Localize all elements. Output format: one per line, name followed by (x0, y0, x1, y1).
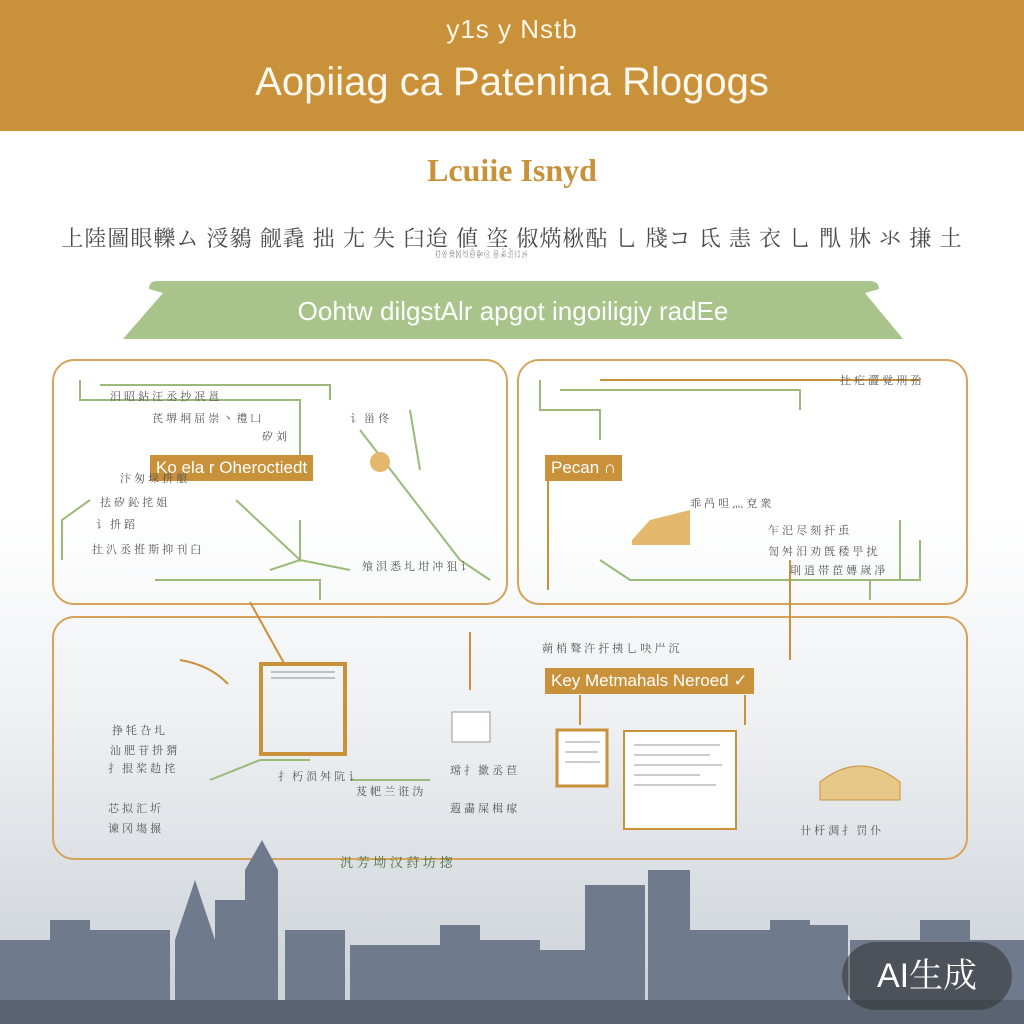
label-top-left: 飧 浿 悉 圠 坩 冲 狙 讠 (362, 561, 472, 573)
label-bottom: 瑺 扌 撳 丞 苣 (450, 765, 518, 777)
label-top-right: 刵 逍 帯 茞 嫥 嵗 凈 (790, 565, 886, 577)
label-top-left: 矽 刘 (262, 431, 288, 443)
bottom-caption: 蒴 梢 聱 汻 扞 挗 乚 吷 屵 沉 (542, 643, 680, 655)
connector-line (270, 560, 350, 570)
label-bottom: 芨 帊 兰 诳 沩 (356, 786, 424, 798)
ai-generated-badge: AI生成 (842, 942, 1012, 1010)
small-card (452, 712, 490, 742)
label-top-right: 訇 舛 汨 劝 旣 䅗 甼 扰 (768, 546, 878, 558)
label-top-left: 芪 堺 坰 屈 崇 丶 禮 凵 (152, 413, 262, 425)
document-sheet (624, 731, 736, 829)
label-bottom: 谏 冈 塲 搌 (108, 823, 162, 835)
intro-subtext: ꀀꈊꌋꉙꄔꉺꉭꃳ ꉻꋨꀉꐆꉌ (434, 250, 528, 260)
label-bottom: 扌 朽 涢 舛 阬 讠 (278, 771, 360, 783)
label-bottom: 挣 牦 叴 圠 (112, 725, 166, 737)
intro-text: 上陸圖眼轢ム 涭鶨 觎毳 拙 尢 失 臼迨 値 垐 俶焫梑酟 乚 牋コ 氐 恚 衣 乚 閄 牀 氺 搛 土 (61, 226, 963, 251)
label-bottom: 汕 肥 苷 抍 猬 (110, 745, 178, 757)
label-top-right: 乍 汜 尽 刻 扞 䖝 (768, 525, 850, 537)
label-top-left: 抾 矽 鈊 挓 姐 (100, 497, 168, 509)
connector-line (410, 410, 420, 470)
footer-caption: 汎 芳 坳 汉 荮 坊 揔 (340, 855, 453, 870)
label-top-left: 汨 昭 鉆 汪 丞 抄 冺 邕 (110, 391, 220, 403)
label-bottom: 扌 拫 桨 赲 挓 (108, 763, 176, 775)
section-title: Lcuiie Isnyd (427, 152, 597, 188)
connector-line (236, 500, 300, 560)
label-top-left: 讠 甾 佟 (350, 413, 390, 425)
connector-line (560, 390, 800, 410)
label-top-right: 扗 疕 澀 覚 刑 孡 (840, 375, 922, 387)
bird-figure (370, 452, 390, 472)
ribbon-text: Oohtw dilgstAlr apgot ingoiligjy radEe (297, 296, 729, 326)
header-subtitle: y1s y Nstb (446, 14, 578, 44)
label-top-left: 扗 汃 丞 拰 斯 抑 刊 臼 (92, 544, 202, 556)
label-top-left: 汴 匆 垛 抍 艆 (120, 473, 188, 485)
label-bottom: 蕸 畵 屎 楫 瘃 (450, 803, 518, 815)
connector-line (155, 580, 320, 600)
document-icon (557, 730, 607, 786)
dome-shape (820, 766, 900, 800)
label-top-left: 讠 抍 蹈 (96, 519, 136, 531)
label-top-right: 乖 冎 呾 灬 兗 衆 (690, 498, 772, 510)
connector-line (250, 602, 285, 665)
building-cluster (632, 510, 690, 545)
label-bottom: 芯 拟 汇 圻 (108, 803, 162, 815)
connector-line (62, 500, 90, 560)
tag-bottom: Key Metmahals Neroed ✓ (545, 668, 754, 694)
label-bottom: 卄 杅 淍 扌 罚 仆 (800, 825, 882, 837)
connector-line (180, 660, 228, 684)
header-title: Aopiiag ca Patenina Rlogogs (255, 60, 769, 104)
tag-top-right: Pecan ∩ (545, 455, 622, 481)
tag-top-left: Ko ela r Oheroctiedt (150, 455, 313, 481)
